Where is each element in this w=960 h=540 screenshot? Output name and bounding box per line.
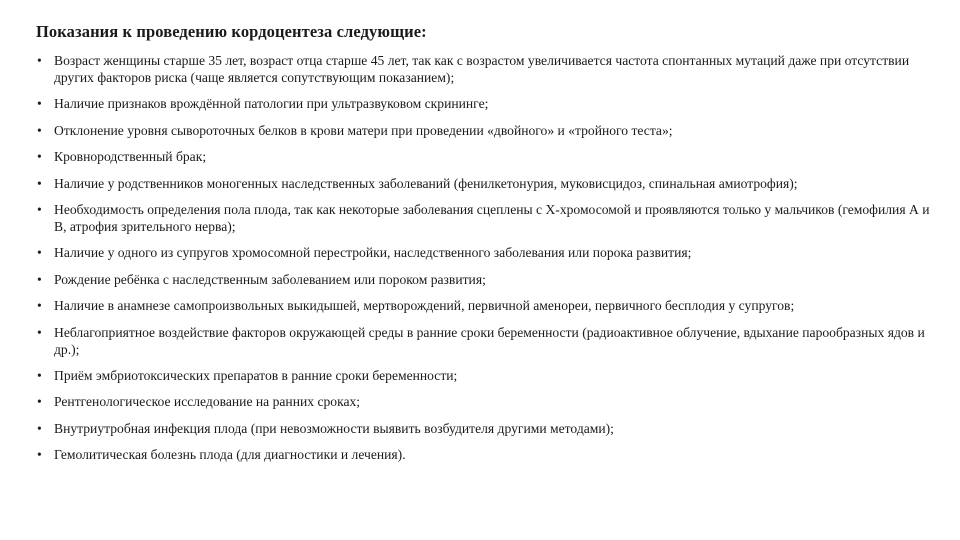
list-item	[36, 95, 940, 112]
list-item	[36, 367, 940, 384]
bullet-icon: •	[37, 394, 42, 410]
list-item	[36, 52, 940, 86]
list-item	[36, 244, 940, 261]
bullet-icon: •	[37, 298, 42, 314]
bullet-icon: •	[37, 96, 42, 112]
list-item	[36, 148, 940, 165]
page-title: Показания к проведению кордоцентеза следующие:	[36, 22, 427, 41]
list-item-text: Наличие у родственников моногенных наследственных заболеваний (фенилкетонурия, муковисцидоз, спинальная амиотрофия);	[54, 175, 798, 191]
bullet-icon: •	[37, 447, 42, 463]
list-item-text: Отклонение уровня сывороточных белков в крови матери при проведении «двойного» и «тройного теста»;	[54, 122, 673, 138]
bullet-icon: •	[37, 201, 42, 217]
bullet-icon: •	[37, 324, 42, 340]
list-item-text: Кровнородственный брак;	[54, 149, 207, 165]
indications-list	[36, 52, 940, 463]
list-item	[36, 122, 940, 139]
list-item	[36, 297, 940, 314]
list-item-text: Возраст женщины старше 35 лет, возраст отца старше 45 лет, так как с возрастом увеличивается частота спонтанных мутаций даже при отсутствии других факторов риска (чаще является сопутствующим показанием);	[54, 53, 910, 85]
list-item-text: Рентгенологическое исследование на ранних сроках;	[54, 394, 361, 410]
list-item-text: Наличие в анамнезе самопроизвольных выкидышей, мертворождений, первичной аменореи, первичного бесплодия у супругов;	[54, 298, 795, 314]
bullet-icon: •	[37, 367, 42, 383]
bullet-icon: •	[37, 245, 42, 261]
list-item-text: Наличие у одного из супругов хромосомной перестройки, наследственного заболевания или порока развития;	[54, 245, 692, 261]
list-item	[36, 175, 940, 192]
list-item	[36, 420, 940, 437]
list-item-text: Гемолитическая болезнь плода (для диагностики и лечения).	[54, 447, 406, 463]
list-item	[36, 324, 940, 358]
list-item-text: Приём эмбриотоксических препаратов в ранние сроки беременности;	[54, 367, 458, 383]
list-item-text: Наличие признаков врождённой патологии при ультразвуковом скрининге;	[54, 96, 489, 112]
list-item-text: Рождение ребёнка с наследственным заболеванием или пороком развития;	[54, 271, 486, 287]
slide-content	[36, 22, 940, 472]
bullet-icon: •	[37, 175, 42, 191]
bullet-icon: •	[37, 149, 42, 165]
bullet-icon: •	[37, 122, 42, 138]
list-item	[36, 393, 940, 410]
bullet-icon: •	[37, 271, 42, 287]
list-item-text: Неблагоприятное воздействие факторов окружающей среды в ранние сроки беременности (радиоактивное облучение, вдыхание парообразных ядов и др.);	[54, 324, 925, 357]
list-item-text: Необходимость определения пола плода, так как некоторые заболевания сцеплены с Х-хромосомой и проявляются только у мальчиков (гемофилия А и В, атрофия зрительного нерва);	[54, 201, 930, 234]
list-item	[36, 446, 940, 463]
list-item	[36, 271, 940, 288]
bullet-icon: •	[37, 53, 42, 68]
bullet-icon: •	[37, 420, 42, 436]
list-item	[36, 201, 940, 235]
list-item-text: Внутриутробная инфекция плода (при невозможности выявить возбудителя другими методами);	[54, 420, 614, 436]
